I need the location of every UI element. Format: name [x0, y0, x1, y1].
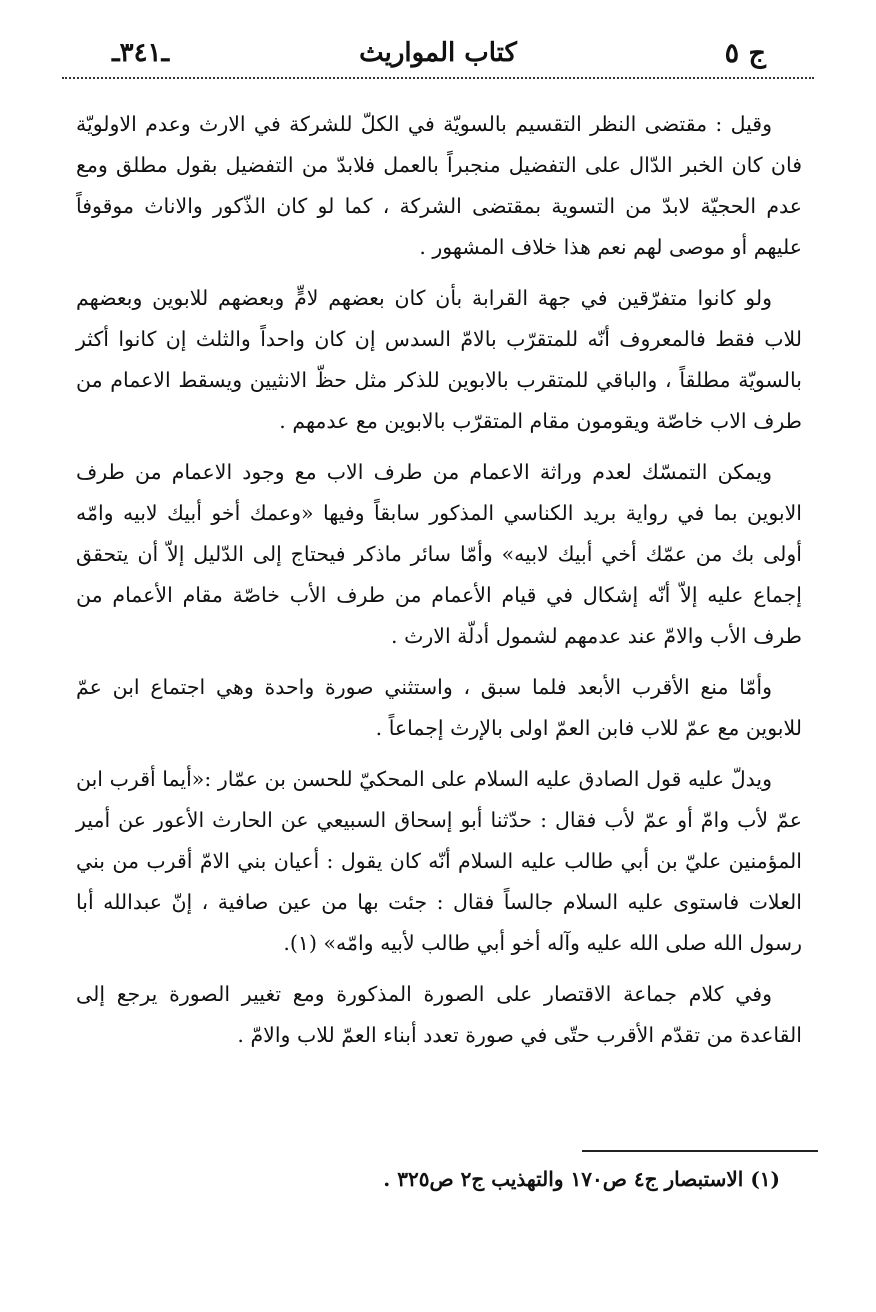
page-number: ـ٣٤١ـ — [112, 38, 170, 68]
paragraph: وقيل : مقتضى النظر التقسيم بالسويّة في الكلّ للشركة في الارث وعدم الاولويّة فان كان الخبر الدّال على التفضيل منجبراً بالعمل فلابدّ من التفضيل بقول مطلق ومع عدم الحجيّة لابدّ من التسوية بمقتضى الشركة ، كما لو كان الذّكور والاناث موقوفاً عليهم أو موصى لهم نعم هذا خلاف المشهور . — [76, 112, 802, 259]
footnote: (١) الاستبصار ج٤ ص١٧٠ والتهذيب ج٢ ص٣٢٥ . — [383, 1167, 780, 1191]
main-text — [76, 104, 802, 1056]
volume-number: ج ٥ — [724, 38, 766, 69]
paragraph: وأمّا منع الأقرب الأبعد فلما سبق ، واستثني صورة واحدة وهي اجتماع ابن عمّ للابوين مع عمّ للاب فابن العمّ اولى بالإرث إجماعاً . — [76, 675, 802, 740]
footnote-divider — [582, 1150, 818, 1152]
paragraph: ولو كانوا متفرّقين في جهة القرابة بأن كان بعضهم لامٍّ وبعضهم للابوين وبعضهم للاب فقط فالمعروف أنّه للمتقرّب بالامّ السدس إن كان واحداً والثلث إن كانوا أكثر بالسويّة مطلقاً ، والباقي للمتقرب بالابوين للذكر مثل حظّ الانثيين ويسقط الاعمام من طرف الاب خاصّة ويقومون مقام المتقرّب بالابوين مع عدمهم . — [76, 286, 802, 433]
book-title: كتاب المواريث — [359, 38, 517, 68]
paragraph: ويمكن التمسّك لعدم وراثة الاعمام من طرف الاب مع وجود الاعمام من طرف الابوين بما في رواية بريد الكناسي المذكور سابقاً وفيها «وعمك أخو أبيك لابيه وامّه أولى بك من عمّك أخي أبيك لابيه» وأمّا سائر ماذكر فيحتاج إلى الدّليل إلاّ أن يتحقق إجماع عليه إلاّ أنّه إشكال في قيام الأعمام من طرف الأب خاصّة مقام الأعمام من طرف الأب والامّ عند عدمهم لشمول أدلّة الارث . — [76, 460, 802, 648]
header-divider — [62, 77, 814, 79]
page-header — [60, 32, 816, 76]
paragraph: وفي كلام جماعة الاقتصار على الصورة المذكورة ومع تغيير الصورة يرجع إلى القاعدة من تقدّم الأقرب حتّى في صورة تعدد أبناء العمّ للاب والامّ . — [76, 982, 802, 1047]
paragraph: ويدلّ عليه قول الصادق عليه السلام على المحكيّ للحسن بن عمّار :«أيما أقرب ابن عمّ لأب وامّ أو عمّ لأب فقال : حدّثنا أبو إسحاق السبيعي عن الحارث الأعور عن أمير المؤمنين عليّ بن أبي طالب عليه السلام أنّه كان يقول : أعيان بني الامّ أقرب من بني العلات فاستوى عليه السلام جالساً فقال : جئت بها من عين صافية ، إنّ عبدالله أبا رسول الله صلى الله عليه وآله أخو أبي طالب لأبيه وامّه» (١). — [76, 767, 802, 955]
